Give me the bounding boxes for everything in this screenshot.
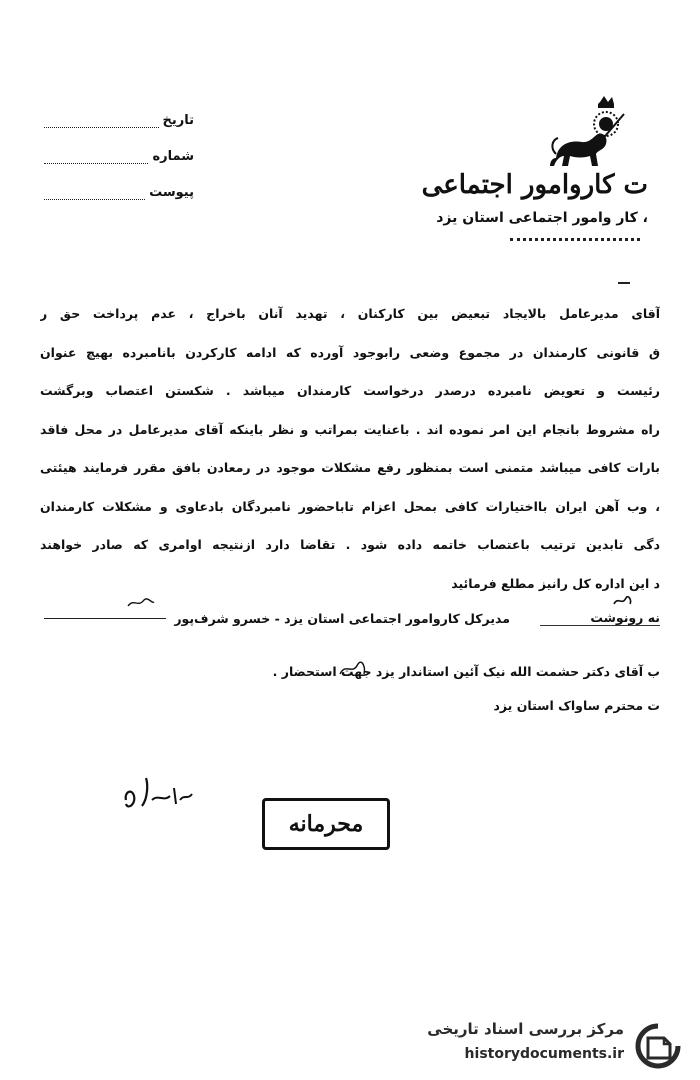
- body-line: د این اداره کل رانیز مطلع فرمائید: [451, 575, 660, 591]
- header-meta-fields: [44, 92, 194, 200]
- number-label: شماره: [152, 149, 194, 164]
- attachment-field: [44, 164, 194, 200]
- watermark-url: historydocuments.ir: [464, 1046, 624, 1062]
- archive-logo-icon: [634, 1022, 682, 1070]
- body-line: رئیست و تعویض نامبرده درصدر درخواست کارمندان میباشد . شکستن اعتصاب وبرگشت: [40, 383, 660, 398]
- subtitle-dotted-underline: [510, 238, 640, 241]
- body-line: ق قانونی کارمندان در مجموع وضعی رابوجود آورده که ادامه کارکردن بانامبرده بهیچ عنوان: [40, 344, 660, 360]
- archive-watermark: [402, 1018, 682, 1072]
- date-field: [44, 92, 194, 128]
- number-dotted-line: [44, 153, 148, 164]
- copy-row: [40, 610, 660, 626]
- recipient-savak: ت محترم ساواک استان یزد: [493, 698, 660, 713]
- body-line: دگی تابدین ترتیب باعتصاب خاتمه داده شود . تقاضا دارد ازنتیجه اوامری که صادر خواهند: [40, 537, 660, 552]
- handwritten-signature-icon: [118, 770, 198, 820]
- attachment-dotted-line: [44, 189, 145, 200]
- recipient-governor: ب آقای دکتر حشمت الله نیک آئین استاندار یزد جهت استحضار .: [272, 664, 660, 679]
- ministry-title: ت کاروامور اجتماعی: [421, 170, 648, 200]
- copy-rule: [44, 618, 166, 619]
- body-line: ، وب آهن ایران بااختیارات کافی بمحل اعزام تاباحضور نامبردگان بادعاوی و مشکلات کارمندان: [40, 498, 660, 514]
- ministry-subtitle: ، کار وامور اجتماعی استان یزد: [436, 210, 648, 226]
- attachment-label: پیوست: [149, 185, 194, 200]
- letter-body: [40, 302, 660, 610]
- watermark-title: مرکز بررسی اسناد تاریخی: [427, 1020, 624, 1038]
- confidential-stamp: محرمانه: [262, 798, 390, 850]
- body-line: بارات کافی میباشد متمنی است بمنظور رفع مشکلات موجود در رمعادن بافق مقرر فرمایند هیئتی: [40, 460, 660, 475]
- lion-and-sun-emblem-icon: [548, 96, 628, 176]
- date-label: تاریخ: [162, 113, 194, 128]
- handwritten-mark-icon: [126, 596, 156, 610]
- date-dotted-line: [44, 117, 159, 128]
- copy-label: نه رونوشت: [540, 610, 660, 626]
- body-line: راه مشروط بانجام این امر نموده اند . باعنایت بمراتب و نظر باینکه آقای مدیرعامل در محل فاقد: [40, 421, 660, 437]
- number-field: [44, 128, 194, 164]
- body-line: آقای مدیرعامل بالایجاد تبعیض بین کارکنان ، تهدید آنان باخراج ، عدم پرداخت حق ر: [40, 306, 660, 321]
- short-dash-mark: [618, 282, 630, 284]
- handwritten-mark-icon: [612, 590, 634, 610]
- copy-signatory: مدیرکل کاروامور اجتماعی استان یزد - خسرو شرف‌پور: [174, 610, 510, 626]
- handwritten-mark-icon: [338, 658, 368, 680]
